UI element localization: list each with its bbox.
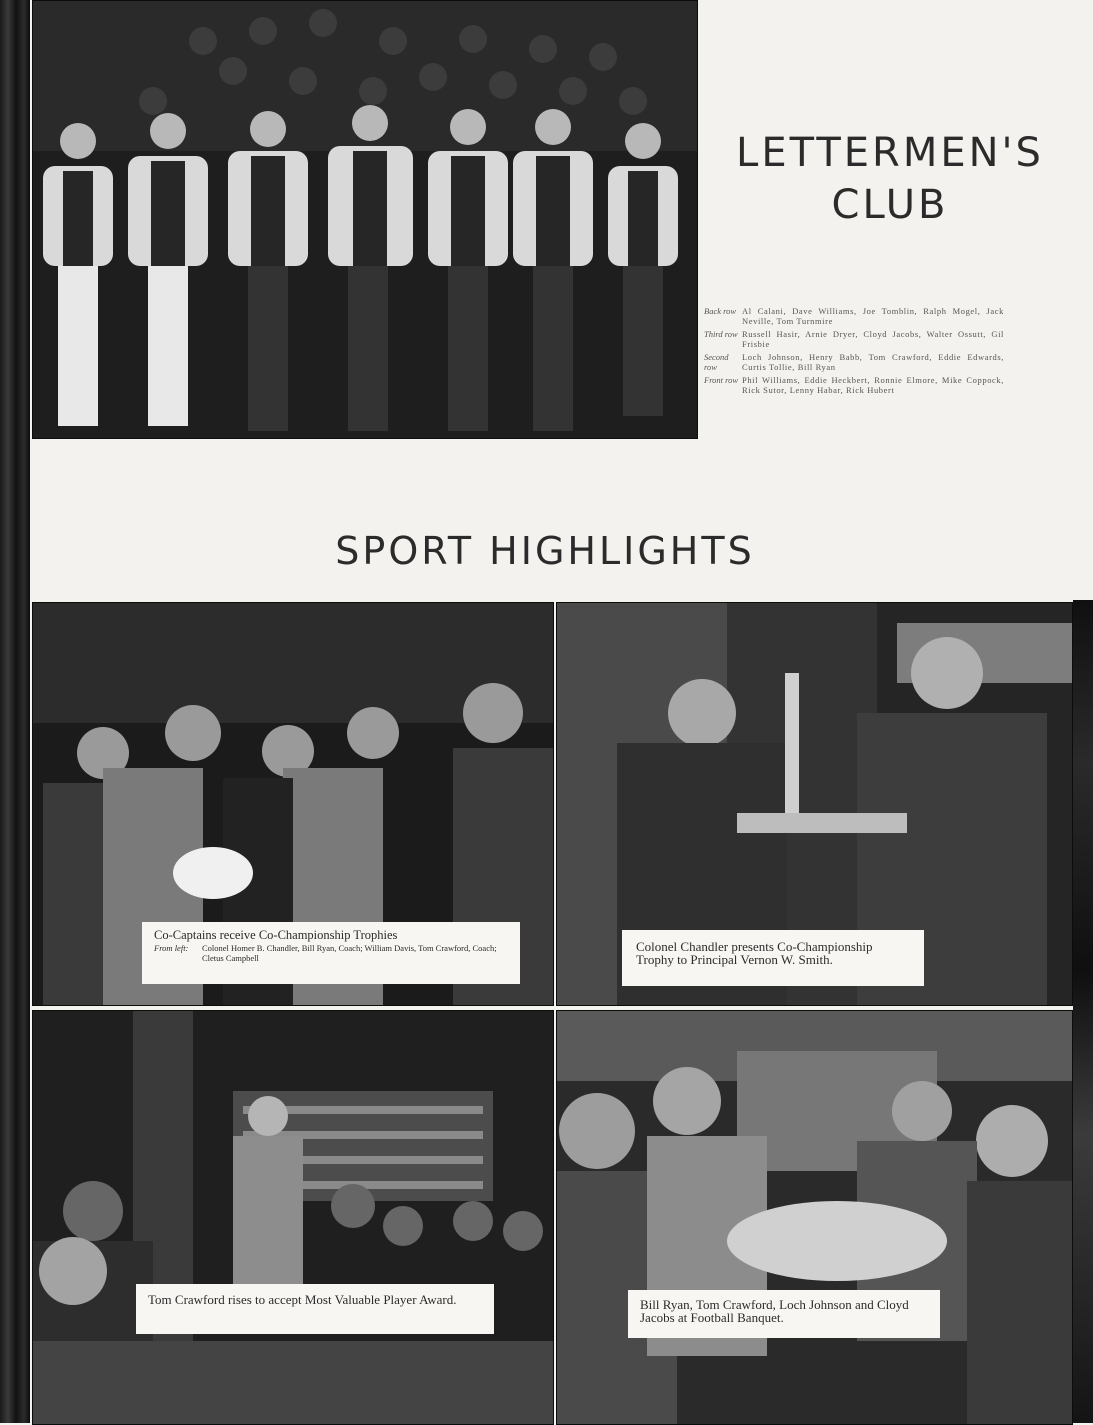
roster-row — [704, 352, 1004, 372]
caption-mvp-award — [136, 1284, 494, 1334]
roster-row-label: Back row — [704, 306, 737, 316]
page-edge-right — [1073, 600, 1093, 1423]
roster-row-label: Front row — [704, 375, 739, 385]
caption-sub-text: Colonel Homer B. Chandler, Bill Ryan, Coach; William Davis, Tom Crawford, Coach; Cletus Campbell — [202, 943, 497, 963]
roster-row-names: Al Calani, Dave Williams, Joe Tomblin, Ralph Mogel, Jack Neville, Tom Turnmire — [742, 306, 1004, 326]
sport-highlights-title: SPORT HIGHLIGHTS — [335, 528, 755, 573]
mvp-award-photo — [32, 1010, 554, 1425]
caption-title: Bill Ryan, Tom Crawford, Loch Johnson and Cloyd Jacobs at Football Banquet. — [640, 1297, 909, 1325]
roster-row-names: Loch Johnson, Henry Babb, Tom Crawford, Eddie Edwards, Curtis Tollie, Bill Ryan — [742, 352, 1004, 372]
lettermen-team-photo — [32, 0, 698, 439]
roster-row — [704, 329, 1004, 349]
roster-row — [704, 306, 1004, 326]
lettermen-club-title: LETTERMEN'S CLUB — [736, 129, 1044, 228]
roster-row-names: Phil Williams, Eddie Heckbert, Ronnie Elmore, Mike Coppock, Rick Sutor, Lenny Habar, Rick Hubert — [742, 375, 1004, 395]
roster-caption — [704, 306, 1004, 398]
caption-trophy-presentation — [622, 930, 924, 986]
caption-subtext — [154, 944, 510, 963]
roster-row-label: Second row — [704, 352, 729, 372]
caption-co-captains — [142, 922, 520, 984]
roster-row — [704, 375, 1004, 395]
caption-title: Tom Crawford rises to accept Most Valuable Player Award. — [148, 1292, 457, 1307]
caption-football-banquet — [628, 1290, 940, 1338]
caption-sub-label: From left: — [154, 943, 189, 953]
roster-row-names: Russell Hasir, Arnie Dryer, Cloyd Jacobs, Walter Ossutt, Gil Frisbie — [742, 329, 1004, 349]
binding-edge — [0, 0, 30, 1423]
caption-title: Colonel Chandler presents Co-Championship Trophy to Principal Vernon W. Smith. — [636, 939, 873, 967]
roster-row-label: Third row — [704, 329, 738, 339]
football-banquet-photo — [556, 1010, 1073, 1425]
caption-title: Co-Captains receive Co-Championship Trophies — [154, 928, 398, 942]
